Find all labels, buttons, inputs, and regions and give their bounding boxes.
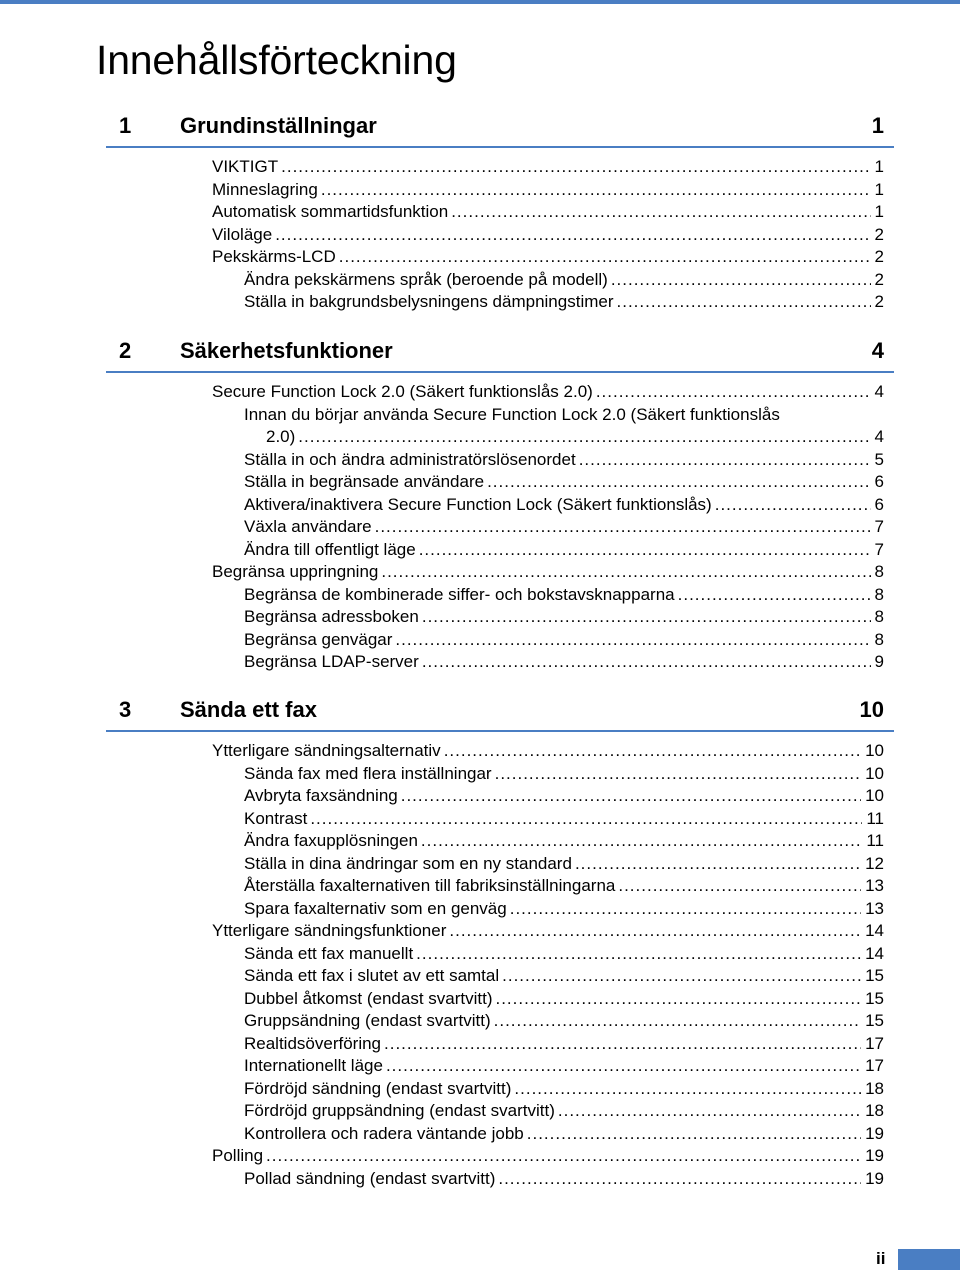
toc-entry[interactable]: [244, 449, 894, 472]
entry-page: 17: [865, 1033, 884, 1053]
toc-entry[interactable]: [244, 269, 894, 292]
toc-entry[interactable]: [244, 1033, 894, 1056]
entry-label: Spara faxalternativ som en genväg: [244, 898, 507, 918]
entry-label: Begränsa adressboken: [244, 607, 419, 626]
entry-page: 7: [874, 539, 884, 559]
entry-label: Kontrast: [244, 808, 308, 828]
entry-page: 15: [865, 988, 884, 1008]
chapter-2: [106, 333, 894, 674]
entry-page: 2: [874, 269, 884, 289]
entry-page: 1: [874, 179, 884, 199]
chapter-3: [106, 692, 894, 1190]
dot-leader: [611, 269, 871, 292]
dot-leader: [375, 516, 871, 539]
chapter-number: 3: [119, 697, 132, 722]
toc-entry[interactable]: [244, 404, 894, 427]
toc-entry[interactable]: [244, 898, 894, 921]
entry-page: 14: [865, 943, 884, 963]
dot-leader: [298, 426, 870, 449]
dot-leader: [510, 898, 861, 921]
dot-leader: [449, 920, 861, 943]
entry-label: Växla användare: [244, 517, 372, 536]
entry-page: 5: [874, 449, 884, 469]
entry-page: 19: [865, 1168, 884, 1188]
chapter-number: 1: [119, 113, 132, 138]
toc-entry[interactable]: [244, 1078, 894, 1101]
entry-page: 8: [874, 607, 884, 626]
entry-label: Dubbel åtkomst (endast svartvitt): [244, 988, 493, 1008]
dot-leader: [395, 629, 870, 652]
toc-entry[interactable]: [244, 830, 894, 853]
dot-leader: [321, 179, 871, 202]
entry-list: [106, 156, 894, 314]
entry-label: Viloläge: [212, 224, 273, 244]
entry-page: 19: [865, 1123, 884, 1143]
chapter-heading[interactable]: [106, 108, 894, 148]
toc-entry[interactable]: [244, 516, 894, 539]
dot-leader: [401, 785, 861, 808]
dot-leader: [421, 830, 862, 853]
toc-entry[interactable]: [244, 853, 894, 876]
entry-label: Minneslagring: [212, 179, 318, 199]
chapter-page: 1: [871, 113, 884, 138]
dot-leader: [575, 853, 861, 876]
dot-leader: [422, 651, 871, 674]
toc-entry[interactable]: [212, 179, 894, 202]
entry-page: 2: [874, 224, 884, 244]
entry-page: 4: [874, 427, 884, 446]
entry-label: Sända ett fax manuellt: [244, 943, 414, 963]
dot-leader: [416, 943, 861, 966]
toc-entry[interactable]: [244, 651, 894, 674]
toc-entry-continued[interactable]: [266, 426, 894, 449]
entry-page: 8: [874, 629, 884, 649]
dot-leader: [419, 539, 871, 562]
entry-label: Gruppsändning (endast svartvitt): [244, 1011, 491, 1030]
entry-page: 10: [865, 741, 884, 760]
entry-label: Sända fax med flera inställningar: [244, 763, 492, 783]
toc-entry[interactable]: [244, 471, 894, 494]
entry-label: Internationellt läge: [244, 1056, 383, 1075]
toc-entry[interactable]: [244, 1168, 894, 1191]
toc-entry[interactable]: [244, 606, 894, 629]
toc-entry[interactable]: [212, 381, 894, 404]
toc-entry[interactable]: [212, 201, 894, 224]
toc-entry[interactable]: [244, 943, 894, 966]
entry-page: 18: [865, 1078, 884, 1098]
entry-label: Ändra pekskärmens språk (beroende på modell): [244, 269, 608, 289]
entry-label: Ytterligare sändningsfunktioner: [212, 921, 447, 940]
entry-page: 1: [874, 157, 884, 176]
toc-entry[interactable]: [212, 1145, 894, 1168]
entry-label: Begränsa LDAP-server: [244, 652, 419, 671]
toc-entry[interactable]: [244, 965, 894, 988]
entry-label: Innan du börjar använda Secure Function Lock 2.0 (Säkert funktionslås: [244, 404, 780, 424]
chapter-number: 2: [119, 338, 132, 363]
toc-entry[interactable]: [244, 494, 894, 517]
entry-page: 12: [865, 853, 884, 873]
page-number: ii: [876, 1249, 886, 1268]
dot-leader: [451, 201, 870, 224]
entry-page: 4: [874, 382, 884, 401]
entry-page: 2: [874, 292, 884, 311]
chapter-heading[interactable]: [106, 333, 894, 373]
entry-label: Secure Function Lock 2.0 (Säkert funktionslås 2.0): [212, 382, 593, 401]
entry-label: Avbryta faxsändning: [244, 786, 398, 805]
dot-leader: [444, 740, 861, 763]
toc-entry[interactable]: [244, 808, 894, 831]
entry-label: Ställa in dina ändringar som en ny standard: [244, 853, 572, 873]
dot-leader: [386, 1055, 861, 1078]
toc-entry[interactable]: [244, 763, 894, 786]
entry-label: Ställa in bakgrundsbelysningens dämpningstimer: [244, 292, 614, 311]
chapter-page: 4: [871, 338, 884, 363]
entry-label: Realtidsöverföring: [244, 1033, 382, 1053]
toc-entry[interactable]: [212, 156, 894, 179]
chapter-heading[interactable]: [106, 692, 894, 732]
toc-entry[interactable]: [244, 785, 894, 808]
page-title: Innehållsförteckning: [96, 37, 457, 83]
entry-page: 15: [865, 1011, 884, 1030]
entry-page: 7: [874, 517, 884, 536]
chapter-1: [106, 108, 894, 314]
entry-label: Återställa faxalternativen till fabriksinställningarna: [244, 876, 616, 895]
toc-entry[interactable]: [212, 920, 894, 943]
toc-entry[interactable]: [244, 629, 894, 652]
dot-leader: [339, 246, 871, 269]
entry-label: Automatisk sommartidsfunktion: [212, 202, 449, 221]
entry-page: 8: [874, 562, 884, 581]
dot-leader: [558, 1100, 861, 1123]
entry-page: 10: [865, 786, 884, 805]
entry-label: Pollad sändning (endast svartvitt): [244, 1168, 496, 1188]
entry-label: Pekskärms-LCD: [212, 247, 336, 266]
dot-leader: [502, 965, 861, 988]
chapter-page: 10: [859, 697, 884, 722]
dot-leader: [384, 1033, 861, 1056]
entry-label: Ställa in begränsade användare: [244, 472, 485, 491]
entry-label: Begränsa uppringning: [212, 562, 379, 581]
toc-entry[interactable]: [212, 224, 894, 247]
entry-page: 19: [865, 1146, 884, 1165]
toc-entry[interactable]: [244, 1010, 894, 1033]
dot-leader: [617, 291, 871, 314]
dot-leader: [281, 156, 870, 179]
entry-page: 6: [874, 494, 884, 514]
entry-label: Ändra faxupplösningen: [244, 831, 418, 850]
entry-page: 6: [874, 472, 884, 491]
footer-bar: [898, 1249, 960, 1270]
entry-label: Ytterligare sändningsalternativ: [212, 741, 441, 760]
top-rule: [0, 0, 960, 4]
dot-leader: [487, 471, 870, 494]
toc-entry[interactable]: [244, 1055, 894, 1078]
toc-entry[interactable]: [212, 561, 894, 584]
entry-label: Begränsa genvägar: [244, 629, 393, 649]
dot-leader: [310, 808, 862, 831]
entry-page: 11: [866, 808, 884, 828]
dot-leader: [514, 1078, 861, 1101]
entry-page: 11: [866, 831, 884, 850]
toc-entry[interactable]: [244, 1100, 894, 1123]
dot-leader: [266, 1145, 861, 1168]
toc-entry[interactable]: [244, 539, 894, 562]
entry-page: 2: [874, 247, 884, 266]
entry-label: Kontrollera och radera väntande jobb: [244, 1123, 524, 1143]
entry-page: 1: [874, 202, 884, 221]
entry-page: 17: [865, 1056, 884, 1075]
toc-entry[interactable]: [212, 740, 894, 763]
dot-leader: [498, 1168, 861, 1191]
entry-page: 15: [865, 966, 884, 985]
entry-label: Ändra till offentligt läge: [244, 539, 416, 559]
toc-entry[interactable]: [244, 1123, 894, 1146]
toc-entry[interactable]: [244, 584, 894, 607]
dot-leader: [495, 763, 861, 786]
dot-leader: [618, 875, 861, 898]
chapter-title: Sända ett fax: [180, 697, 317, 722]
toc-entry[interactable]: [244, 291, 894, 314]
dot-leader: [579, 449, 871, 472]
entry-label: Ställa in och ändra administratörslösenordet: [244, 449, 576, 469]
toc-entry[interactable]: [212, 246, 894, 269]
entry-label: Begränsa de kombinerade siffer- och bokstavsknapparna: [244, 584, 675, 604]
dot-leader: [275, 224, 870, 247]
dot-leader: [495, 988, 861, 1011]
entry-page: 10: [865, 763, 884, 783]
entry-list: [106, 740, 894, 1190]
chapter-title: Säkerhetsfunktioner: [180, 338, 393, 363]
dot-leader: [678, 584, 871, 607]
entry-page: 8: [874, 584, 884, 604]
entry-page: 13: [865, 898, 884, 918]
chapter-title: Grundinställningar: [180, 113, 377, 138]
dot-leader: [715, 494, 871, 517]
entry-label: Fördröjd gruppsändning (endast svartvitt): [244, 1101, 555, 1120]
entry-label: Aktivera/inaktivera Secure Function Lock (Säkert funktionslås): [244, 494, 712, 514]
entry-page: 14: [865, 921, 884, 940]
entry-label: VIKTIGT: [212, 157, 279, 176]
dot-leader: [527, 1123, 861, 1146]
entry-page: 13: [865, 876, 884, 895]
entry-label: Fördröjd sändning (endast svartvitt): [244, 1078, 512, 1098]
entry-page: 18: [865, 1101, 884, 1120]
toc-entry[interactable]: [244, 875, 894, 898]
entry-page: 9: [874, 652, 884, 671]
entry-label: Polling: [212, 1146, 264, 1165]
toc-entry[interactable]: [244, 988, 894, 1011]
entry-list: [106, 381, 894, 674]
dot-leader: [494, 1010, 861, 1033]
dot-leader: [422, 606, 871, 629]
dot-leader: [596, 381, 871, 404]
dot-leader: [381, 561, 870, 584]
entry-label: Sända ett fax i slutet av ett samtal: [244, 966, 500, 985]
entry-label-continued: 2.0): [266, 427, 296, 446]
